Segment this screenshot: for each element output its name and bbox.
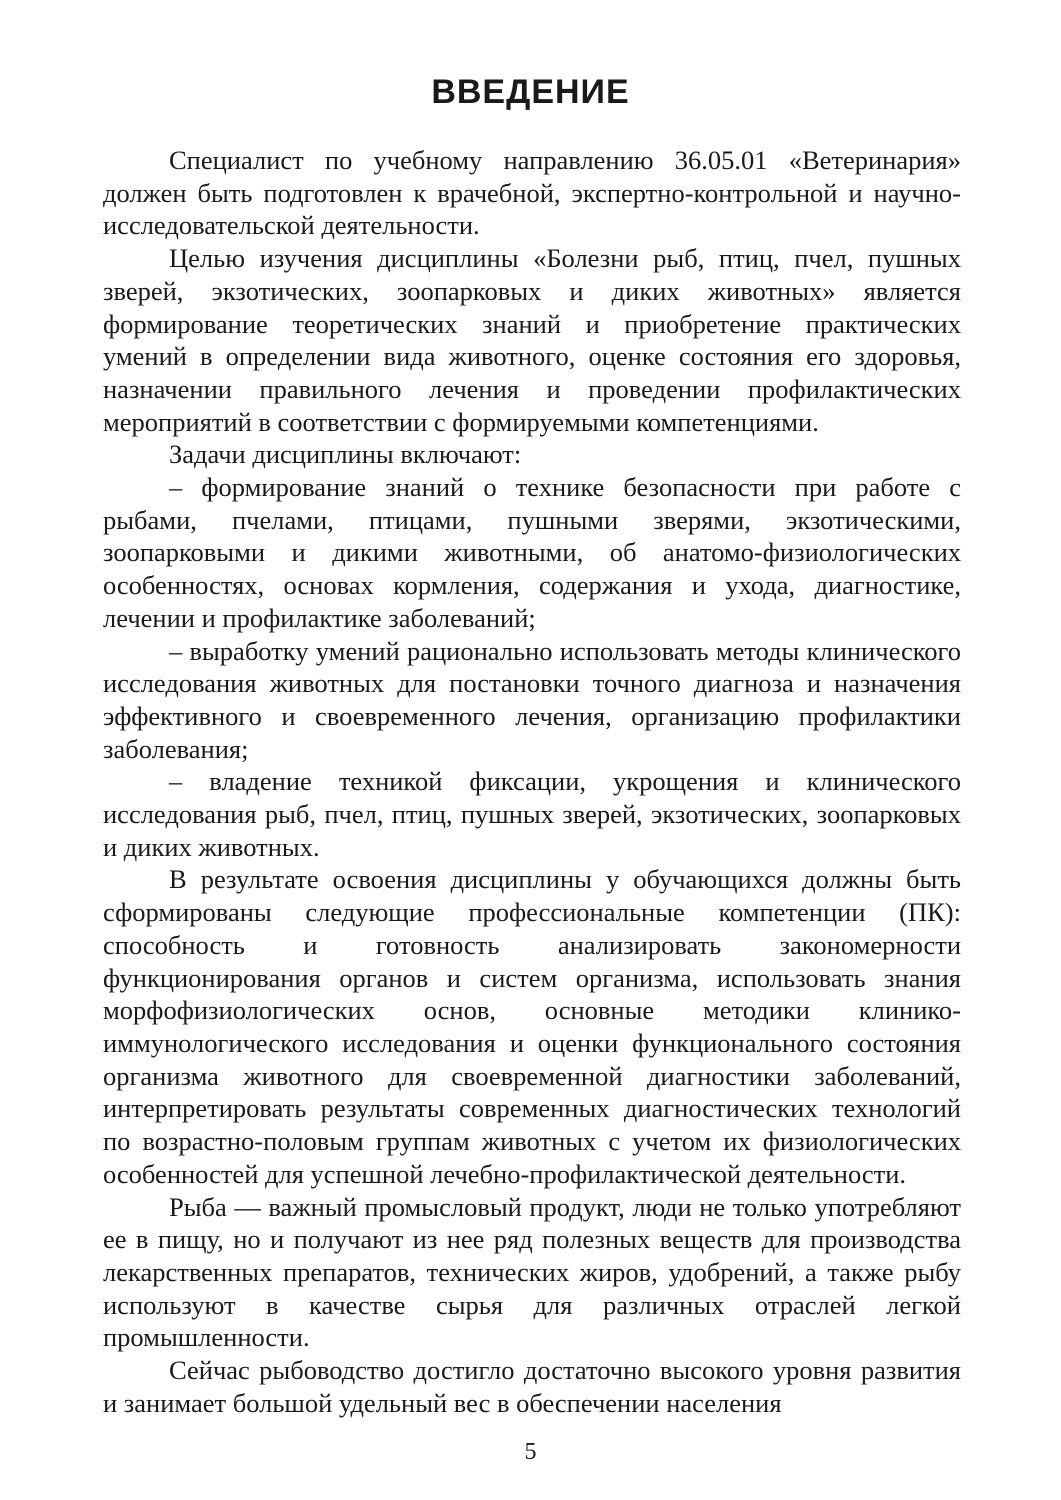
paragraph-fish: Рыба — важный промысловый продукт, люди не только употребляют ее в пищу, но и получают из нее ряд полезных веществ для производства лекарственных препаратов, технических жиров, удобрений, а также рыбу используют в качестве сырья для различных отраслей легкой промышленности. [103, 1191, 961, 1353]
paragraph-tasks-intro: Задачи дисциплины включают: [169, 439, 522, 470]
page-title: ВВЕДЕНИЕ [431, 73, 630, 111]
list-item-task-techniques: – владение техникой фиксации, укрощения и клинического исследования рыб, пчел, птиц, пушных зверей, экзотических, зоопарковых и диких животных. [103, 766, 961, 862]
page-number: 5 [524, 1439, 537, 1465]
list-item-task-knowledge: – формирование знаний о технике безопасности при работе с рыбами, пчелами, птицами, пушными зверями, экзотическими, зоопарковыми и дикими животными, об анатомо-физиологических особенностях, основах кормления, содержания и ухода, диагностике, лечении и профилактике заболеваний; [103, 472, 961, 633]
body-text [103, 144, 961, 1419]
paragraph-fish-farming: Сейчас рыбоводство достигло достаточно высокого уровня развития и занимает большой удельный вес в обеспечении населения [103, 1355, 961, 1418]
paragraph-goal: Целью изучения дисциплины «Болезни рыб, птиц, пчел, пушных зверей, экзотических, зоопарковых и диких животных» является формирование теоретических знаний и приобретение практических умений в определении вида животного, оценке состояния его здоровья, назначении правильного лечения и проведении профилактических мероприятий в соответствии с формируемыми компетенциями. [103, 243, 961, 437]
list-item-task-skills: – выработку умений рационально использовать методы клинического исследования животных для постановки точного диагноза и назначения эффективного и своевременного лечения, организацию профилактики заболевания; [103, 635, 961, 764]
paragraph-competencies: В результате освоения дисциплины у обучающихся должны быть сформированы следующие профессиональные компетенции (ПК): способность и готовность анализировать закономерности функционирования органов и систем организма, использовать знания морфофизиологических основ, основные методики клинико-иммунологического исследования и оценки функционального состояния организма животного для своевременной диагностики заболеваний, интерпретировать результаты современных диагностических технологий по возрастно-половым группам животных с учетом их физиологических особенностей для успешной лечебно-профилактической деятельности. [103, 864, 961, 1189]
paragraph-specialist: Специалист по учебному направлению 36.05.01 «Ветеринария» должен быть подготовлен к врачебной, экспертно-контрольной и научно-исследовательской деятельности. [103, 145, 961, 241]
